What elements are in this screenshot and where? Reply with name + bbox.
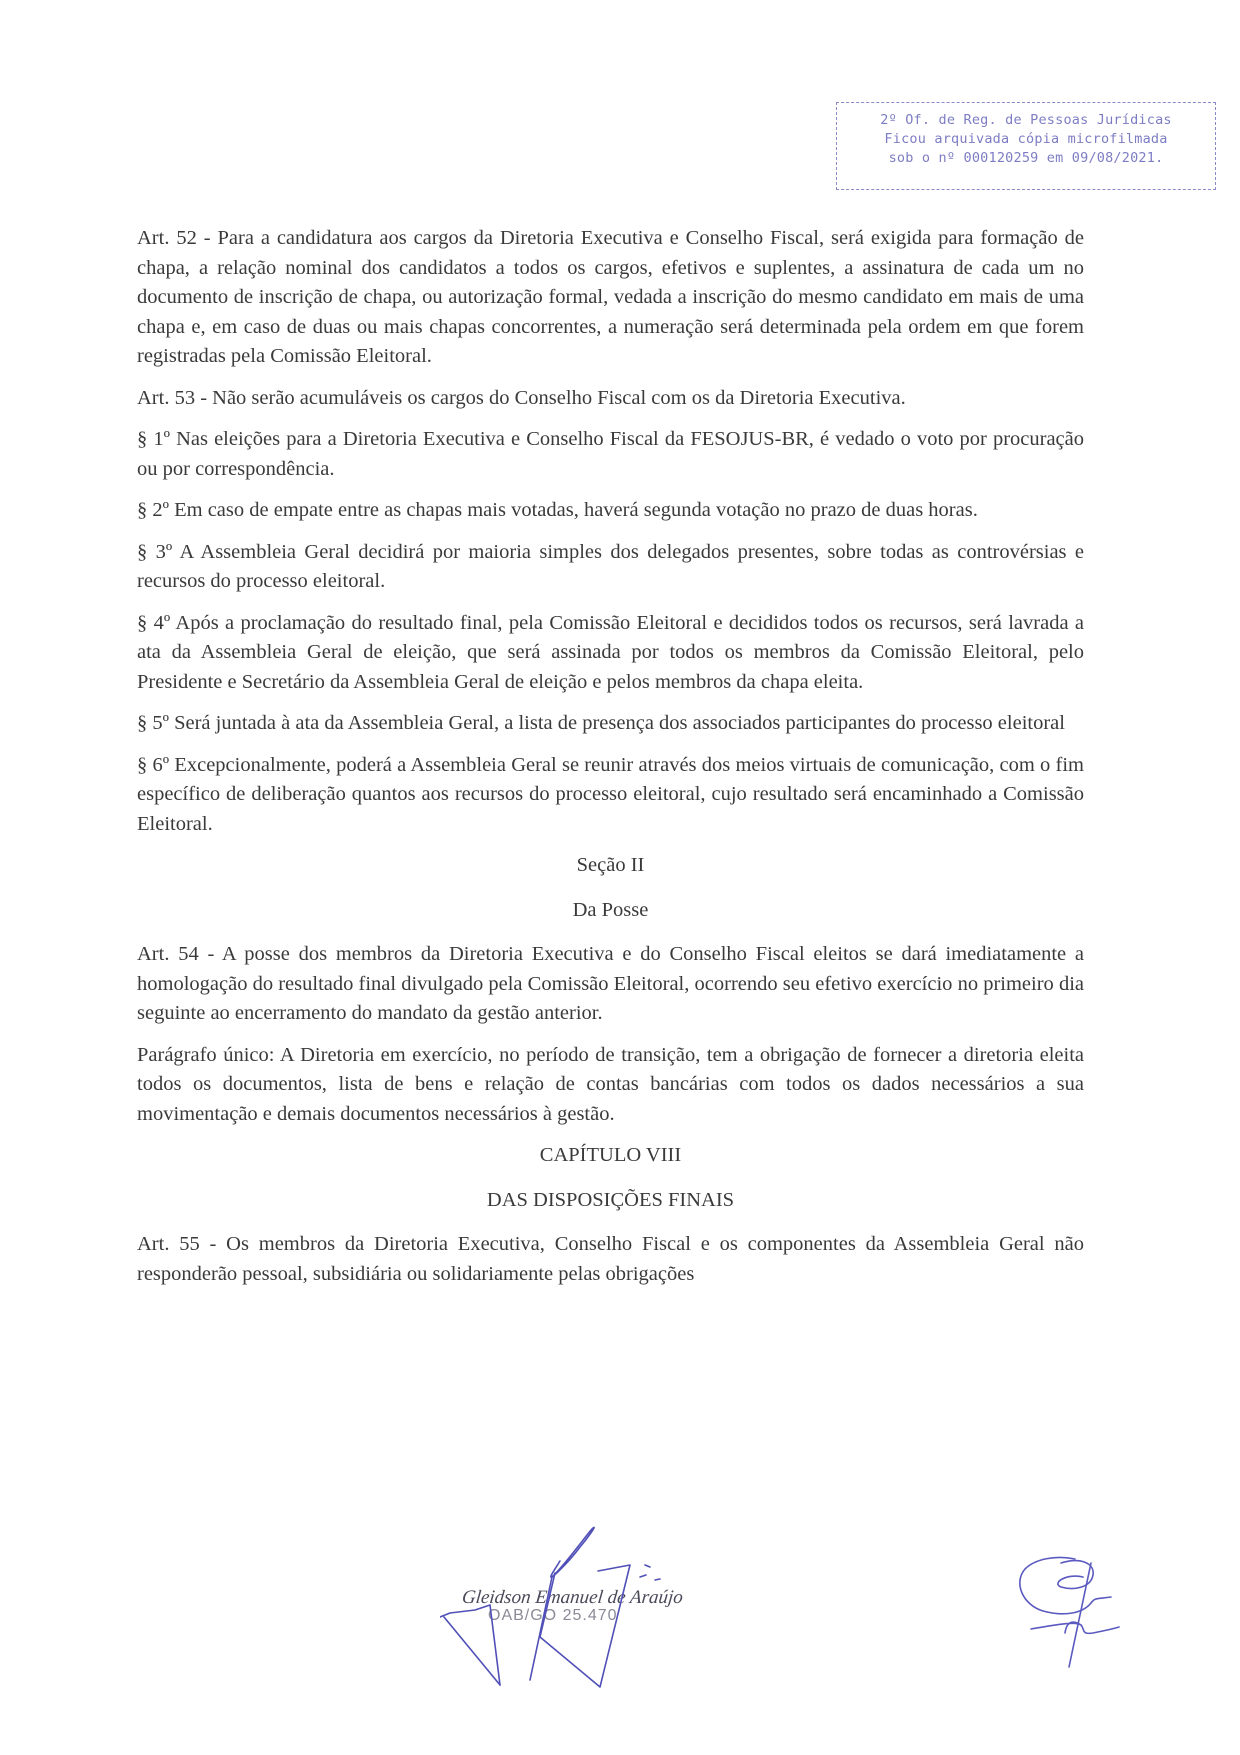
article-52: Art. 52 - Para a candidatura aos cargos da Diretoria Executiva e Conselho Fiscal, será exigida para formação de chapa, a relação nominal dos candidatos a todos os cargos, efetivos e suplentes, a assinatura de cada um no documento de inscrição de chapa, ou autorização formal, vedada a inscrição do mesmo candidato em mais de uma chapa e, em caso de duas ou mais chapas concorrentes, a numeração será determinada pela ordem em que forem registradas pela Comissão Eleitoral. [137,227,1084,367]
registry-stamp [836,102,1216,190]
article-53-paragraph-4: § 4º Após a proclamação do resultado final, pela Comissão Eleitoral e decididos todos os recursos, será lavrada a ata da Assembleia Geral de eleição, que será assinada por todos os membros da Comissão Eleitoral, pelo Presidente e Secretário da Assembleia Geral de eleição e pelos membros da chapa eleita. [137,611,1084,693]
signer-name-stamp: Gleidson Emanuel de Araújo [460,1587,684,1608]
article-53-paragraph-5: § 5º Será juntada à ata da Assembleia Geral, a lista de presença dos associados participantes do processo eleitoral [137,712,1065,734]
signer-registration-stamp: OAB/GO 25.470 [488,1607,618,1624]
article-54: Art. 54 - A posse dos membros da Diretoria Executiva e do Conselho Fiscal eleitos se dará imediatamente a homologação do resultado final divulgado pela Comissão Eleitoral, ocorrendo seu efetivo exercício no primeiro dia seguinte ao encerramento do mandato da gestão anterior. [137,943,1084,1024]
document-body [137,224,1084,1301]
article-53-paragraph-2: § 2º Em caso de empate entre as chapas mais votadas, haverá segunda votação no prazo de duas horas. [137,499,978,521]
stamp-line-number-date: sob o nº 000120259 em 09/08/2021. [888,150,1164,166]
chapter-title: DAS DISPOSIÇÕES FINAIS [486,1188,735,1211]
stamp-line-office: 2º Of. de Reg. de Pessoas Jurídicas [880,112,1172,128]
article-53-paragraph-6: § 6º Excepcionalmente, poderá a Assembleia Geral se reunir através dos meios virtuais de comunicação, com o fim específico de deliberação quantos aos recursos do processo eleitoral, cujo resultado será encaminhado a Comissão Eleitoral. [137,753,1084,835]
stamp-line-archived: Ficou arquivada cópia microfilmada [884,131,1168,147]
article-53: Art. 53 - Não serão acumuláveis os cargos do Conselho Fiscal com os da Diretoria Executiva. [137,386,906,409]
signature-president [995,1555,1125,1690]
handwritten-signature-icon [440,1525,700,1715]
article-53-paragraph-3: § 3º A Assembleia Geral decidirá por maioria simples dos delegados presentes, sobre todas as controvérsias e recursos do processo eleitoral. [137,540,1084,592]
section-heading: Seção II [576,854,645,876]
handwritten-signature-icon [995,1555,1125,1690]
article-53-paragraph-1: § 1º Nas eleições para a Diretoria Executiva e Conselho Fiscal da FESOJUS-BR, é vedado o voto por procuração ou por correspondência. [137,428,1084,480]
article-54-sole-paragraph: Parágrafo único: A Diretoria em exercício, no período de transição, tem a obrigação de fornecer a diretoria eleita todos os documentos, lista de bens e relação de contas bancárias com todos os dados necessários a sua movimentação e demais documentos necessários à gestão. [137,1043,1084,1125]
article-55: Art. 55 - Os membros da Diretoria Executiva, Conselho Fiscal e os componentes da Assembleia Geral não responderão pessoal, subsidiária ou solidariamente pelas obrigações [137,1233,1084,1285]
signature-lawyer [440,1525,700,1715]
chapter-heading: CAPÍTULO VIII [539,1144,682,1166]
section-title: Da Posse [572,898,649,921]
